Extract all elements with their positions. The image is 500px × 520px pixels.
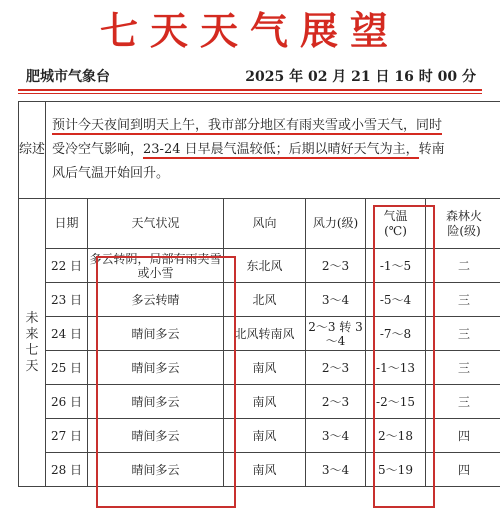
row-date: 26 日 bbox=[46, 385, 88, 419]
col-wind-force: 风力(级) bbox=[306, 199, 366, 249]
issuer-name: 肥城市气象台 bbox=[26, 69, 110, 85]
row-weather: 晴间多云 bbox=[88, 317, 224, 351]
row-temp: -5～4 bbox=[366, 283, 426, 317]
table-row bbox=[19, 249, 500, 283]
row-temp: 5～19 bbox=[366, 453, 426, 487]
summary-line-2a: 受冷空气影响， bbox=[52, 142, 144, 157]
row-fire-risk: 三 bbox=[426, 351, 500, 385]
row-date: 22 日 bbox=[46, 249, 88, 283]
col-date: 日期 bbox=[46, 199, 88, 249]
row-wind-force: 3～4 bbox=[306, 283, 366, 317]
row-wind-dir: 南风 bbox=[224, 453, 306, 487]
summary-line-2c: 后期以晴好天气为主， bbox=[288, 142, 419, 157]
row-temp: -2～15 bbox=[366, 385, 426, 419]
summary-side-label: 综述 bbox=[19, 102, 46, 199]
row-weather: 多云转阴，局部有雨夹雪或小雪 bbox=[88, 249, 224, 283]
row-weather: 晴间多云 bbox=[88, 419, 224, 453]
summary-row bbox=[19, 102, 500, 199]
row-wind-dir: 南风 bbox=[224, 351, 306, 385]
row-weather: 晴间多云 bbox=[88, 385, 224, 419]
column-header-row bbox=[19, 199, 500, 249]
row-date: 27 日 bbox=[46, 419, 88, 453]
summary-line-3: 风后气温开始回升。 bbox=[52, 166, 170, 181]
table-row bbox=[19, 419, 500, 453]
row-fire-risk: 三 bbox=[426, 283, 500, 317]
row-wind-dir: 北风转南风 bbox=[224, 317, 306, 351]
forecast-side-label: 未来七天 bbox=[19, 199, 46, 487]
header-divider bbox=[18, 89, 482, 91]
summary-text bbox=[46, 102, 500, 199]
row-weather: 多云转晴 bbox=[88, 283, 224, 317]
row-temp: -1～5 bbox=[366, 249, 426, 283]
table-row bbox=[19, 453, 500, 487]
table-row bbox=[19, 283, 500, 317]
row-fire-risk: 四 bbox=[426, 453, 500, 487]
table-row bbox=[19, 351, 500, 385]
row-weather: 晴间多云 bbox=[88, 453, 224, 487]
forecast-table bbox=[18, 101, 500, 487]
table-row bbox=[19, 317, 500, 351]
row-wind-force: 2～3 bbox=[306, 249, 366, 283]
row-fire-risk: 三 bbox=[426, 317, 500, 351]
issue-datetime: 2025 年 02 月 21 日 16 时 00 分 bbox=[245, 69, 476, 85]
col-fire-risk: 森林火 险(级) bbox=[426, 199, 500, 249]
row-wind-dir: 北风 bbox=[224, 283, 306, 317]
row-wind-dir: 东北风 bbox=[224, 249, 306, 283]
issuer-line bbox=[18, 62, 482, 88]
col-weather: 天气状况 bbox=[88, 199, 224, 249]
col-temp: 气温 (℃) bbox=[366, 199, 426, 249]
row-fire-risk: 四 bbox=[426, 419, 500, 453]
row-weather: 晴间多云 bbox=[88, 351, 224, 385]
row-fire-risk: 二 bbox=[426, 249, 500, 283]
summary-line-2b: 23-24 日早晨气温较低； bbox=[143, 142, 289, 157]
row-wind-force: 2～3 转 3～4 bbox=[306, 317, 366, 351]
row-date: 25 日 bbox=[46, 351, 88, 385]
row-temp: -7～8 bbox=[366, 317, 426, 351]
row-wind-force: 2～3 bbox=[306, 385, 366, 419]
row-temp: -1～13 bbox=[366, 351, 426, 385]
header-divider-thin bbox=[18, 93, 482, 94]
row-wind-dir: 南风 bbox=[224, 385, 306, 419]
row-date: 28 日 bbox=[46, 453, 88, 487]
summary-line-1: 预计今天夜间到明天上午，我市部分地区有雨夹雪或小雪天气，同时 bbox=[52, 118, 443, 133]
row-wind-force: 2～3 bbox=[306, 351, 366, 385]
row-fire-risk: 三 bbox=[426, 385, 500, 419]
row-wind-force: 3～4 bbox=[306, 453, 366, 487]
summary-line-2d: 转南 bbox=[418, 142, 445, 157]
row-temp: 2～18 bbox=[366, 419, 426, 453]
page-title: 七天天气展望 bbox=[99, 8, 400, 53]
row-wind-dir: 南风 bbox=[224, 419, 306, 453]
table-row bbox=[19, 385, 500, 419]
row-date: 24 日 bbox=[46, 317, 88, 351]
row-wind-force: 3～4 bbox=[306, 419, 366, 453]
col-wind-dir: 风向 bbox=[224, 199, 306, 249]
row-date: 23 日 bbox=[46, 283, 88, 317]
